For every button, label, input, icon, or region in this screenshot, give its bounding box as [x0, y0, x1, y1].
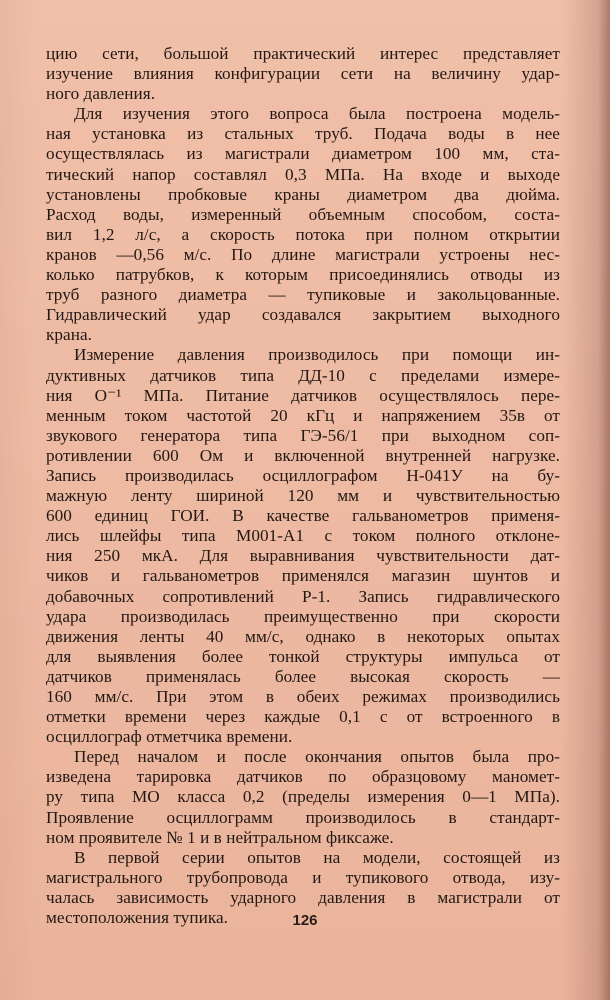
text-line: Для изучения этого вопроса была построена модель-	[74, 104, 560, 124]
text-line: звукового генератора типа ГЭ-56/1 при выходном соп-	[46, 425, 560, 445]
text-line: чиков и гальванометров применялся магазин шунтов и	[46, 566, 560, 586]
text-line: добавочных сопротивлений Р-1. Запись гидравлического	[46, 586, 560, 606]
page-spine-shadow	[598, 0, 610, 1000]
paragraph	[46, 104, 560, 345]
text-line: изведена тарировка датчиков по образцовому маномет-	[46, 767, 560, 787]
body-text	[46, 44, 560, 928]
text-line: ния 250 мкА. Для выравнивания чувствительности дат-	[46, 546, 560, 566]
text-line: цию сети, большой практический интерес представляет	[46, 44, 560, 63]
text-line: труб разного диаметра — тупиковые и закольцованные.	[46, 285, 560, 305]
text-line: ру типа МО класса 0,2 (пределы измерения 0—1 МПа).	[46, 787, 560, 807]
text-line: крана.	[46, 325, 92, 345]
text-line: датчиков применялась более высокая скорость —	[46, 666, 560, 686]
text-line: колько патрубков, к которым присоединялись отводы из	[46, 265, 560, 285]
text-line: Перед началом и после окончания опытов была про-	[74, 747, 560, 767]
paragraph	[46, 345, 560, 747]
text-line: ная установка из стальных труб. Подача воды в нее	[46, 124, 560, 144]
text-line: ротивлении 600 Ом и включенной внутренней нагрузке.	[46, 445, 560, 465]
text-line: 600 единиц ГОИ. В качестве гальванометров применя-	[46, 506, 560, 526]
text-line: тический напор составлял 0,3 МПа. На входе и выходе	[46, 164, 560, 184]
text-line: Измерение давления производилось при помощи ин-	[74, 345, 560, 365]
text-line: 160 мм/с. При этом в обеих режимах производились	[46, 687, 560, 706]
text-line: кранов —0,56 м/с. По длине магистрали устроены нес-	[46, 244, 560, 264]
text-line: магистрального трубопровода и тупикового отвода, изу-	[46, 867, 560, 887]
paragraph	[46, 44, 560, 104]
text-line: Расход воды, измеренный объемным способом, соста-	[46, 204, 560, 224]
text-line: вил 1,2 л/с, а скорость потока при полном открытии	[46, 224, 560, 244]
text-line: ного давления.	[46, 84, 156, 104]
text-line: движения ленты 40 мм/с, однако в некоторых опытах	[46, 626, 560, 646]
text-line: для выявления более тонкой структуры импульса от	[46, 646, 560, 666]
text-line: лись шлейфы типа М001-А1 с током полного отклоне-	[46, 526, 560, 546]
text-line: Проявление осциллограмм производилось в стандарт-	[46, 807, 560, 827]
text-line: мажную ленту шириной 120 мм и чувствительностью	[46, 486, 560, 506]
text-line: осциллограф отметчика времени.	[46, 727, 293, 747]
text-line: ном проявителе № 1 и в нейтральном фиксаже.	[46, 827, 394, 847]
text-line: ния О⁻¹ МПа. Питание датчиков осуществлялось пере-	[46, 385, 560, 405]
paragraph	[46, 747, 560, 847]
text-line: удара производилась преимущественно при скорости	[46, 606, 560, 626]
page-number: 126	[292, 912, 318, 929]
text-line: изучение влияния конфигурации сети на величину удар-	[46, 64, 560, 84]
text-line: установлены пробковые краны диаметром два дюйма.	[46, 184, 560, 204]
text-line: местоположения тупика.	[46, 908, 229, 928]
text-line: Запись производилась осциллографом Н-041У на бу-	[46, 465, 560, 485]
text-line: В первой серии опытов на модели, состоящей из	[74, 847, 560, 867]
text-line: дуктивных датчиков типа ДД-10 с пределами измере-	[46, 365, 560, 385]
text-line: отметки времени через каждые 0,1 с от встроенного в	[46, 707, 560, 727]
text-line: Гидравлический удар создавался закрытием выходного	[46, 305, 560, 325]
text-line: чалась зависимость ударного давления в магистрали от	[46, 887, 560, 907]
text-line: менным током частотой 20 кГц и напряжением 35в от	[46, 405, 560, 425]
text-line: осуществлялась из магистрали диаметром 100 мм, ста-	[46, 144, 560, 164]
